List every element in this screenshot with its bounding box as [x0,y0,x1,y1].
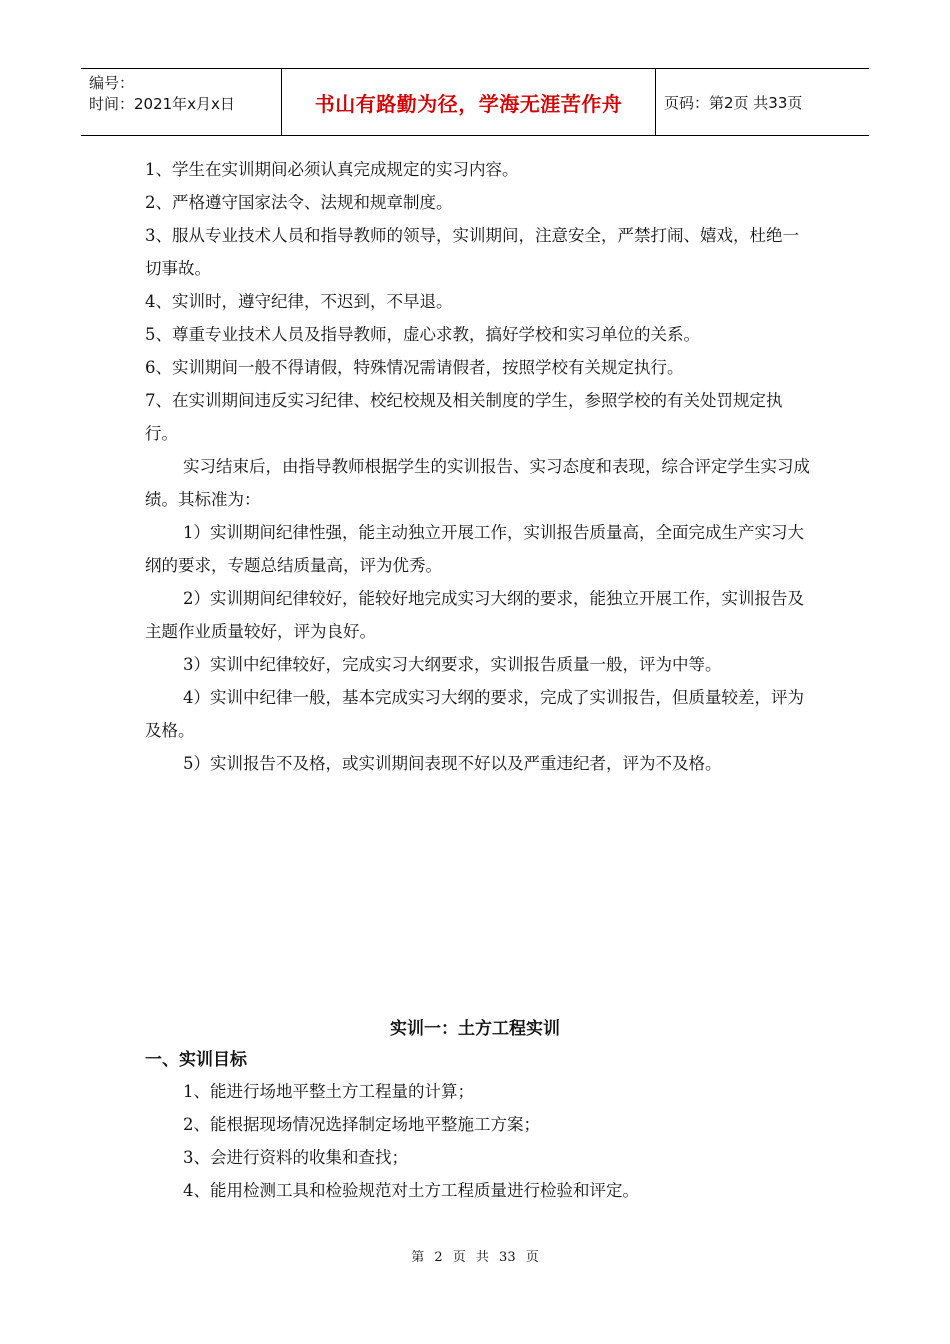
grade-item: 4）实训中纪律一般，基本完成实习大纲的要求，完成了实训报告，但质量较差，评为及格。 [145,688,804,740]
body-content [145,153,810,780]
goal-item: 4、能用检测工具和检验规范对土方工程质量进行检验和评定。 [183,1181,639,1200]
rule-item: 7、在实训期间违反实习纪律、校纪校规及相关制度的学生，参照学校的有关处罚规定执行。 [145,391,783,443]
document-number: 编号： [89,74,135,92]
page-header [81,68,869,136]
grade-item: 2）实训期间纪律较好，能较好地完成实习大纲的要求，能独立开展工作，实训报告及主题作业质量较好，评为良好。 [145,589,804,641]
section-title: 实训一：土方工程实训 [390,1019,560,1039]
header-page-number: 页码：第2页 共33页 [664,93,803,112]
rule-item: 1、学生在实训期间必须认真完成规定的实习内容。 [145,160,519,179]
grade-item: 5）实训报告不及格，或实训期间表现不好以及严重违纪者，评为不及格。 [183,754,722,773]
document-date: 时间：2021年x月x日 [89,95,235,113]
grade-item: 3）实训中纪律较好，完成实习大纲要求，实训报告质量一般，评为中等。 [183,655,722,674]
goal-list [183,1075,823,1207]
rule-item: 3、服从专业技术人员和指导教师的领导，实训期间，注意安全，严禁打闹、嬉戏，杜绝一切事故。 [145,226,799,278]
grade-item: 1）实训期间纪律性强，能主动独立开展工作，实训报告质量高，全面完成生产实习大纲的要求，专题总结质量高，评为优秀。 [145,523,804,575]
header-meta-cell [81,69,282,135]
rule-item: 4、实训时，遵守纪律，不迟到，不早退。 [145,292,453,311]
section-heading: 一、实训目标 [145,1050,247,1070]
rule-item: 6、实训期间一般不得请假，特殊情况需请假者，按照学校有关规定执行。 [145,358,684,377]
goal-item: 1、能进行场地平整土方工程量的计算； [183,1082,474,1101]
grading-intro: 实习结束后，由指导教师根据学生的实训报告、实习态度和表现，综合评定学生实习成绩。其标准为： [145,457,810,509]
goal-item: 3、会进行资料的收集和查找； [183,1148,408,1167]
page-footer: 第 2 页 共 33 页 [411,1250,539,1265]
rule-item: 2、严格遵守国家法令、法规和规章制度。 [145,193,453,212]
header-motto: 书山有路勤为径，学海无涯苦作舟 [282,69,656,135]
rule-item: 5、尊重专业技术人员及指导教师，虚心求教，搞好学校和实习单位的关系。 [145,325,700,344]
goal-item: 2、能根据现场情况选择制定场地平整施工方案； [183,1115,540,1134]
